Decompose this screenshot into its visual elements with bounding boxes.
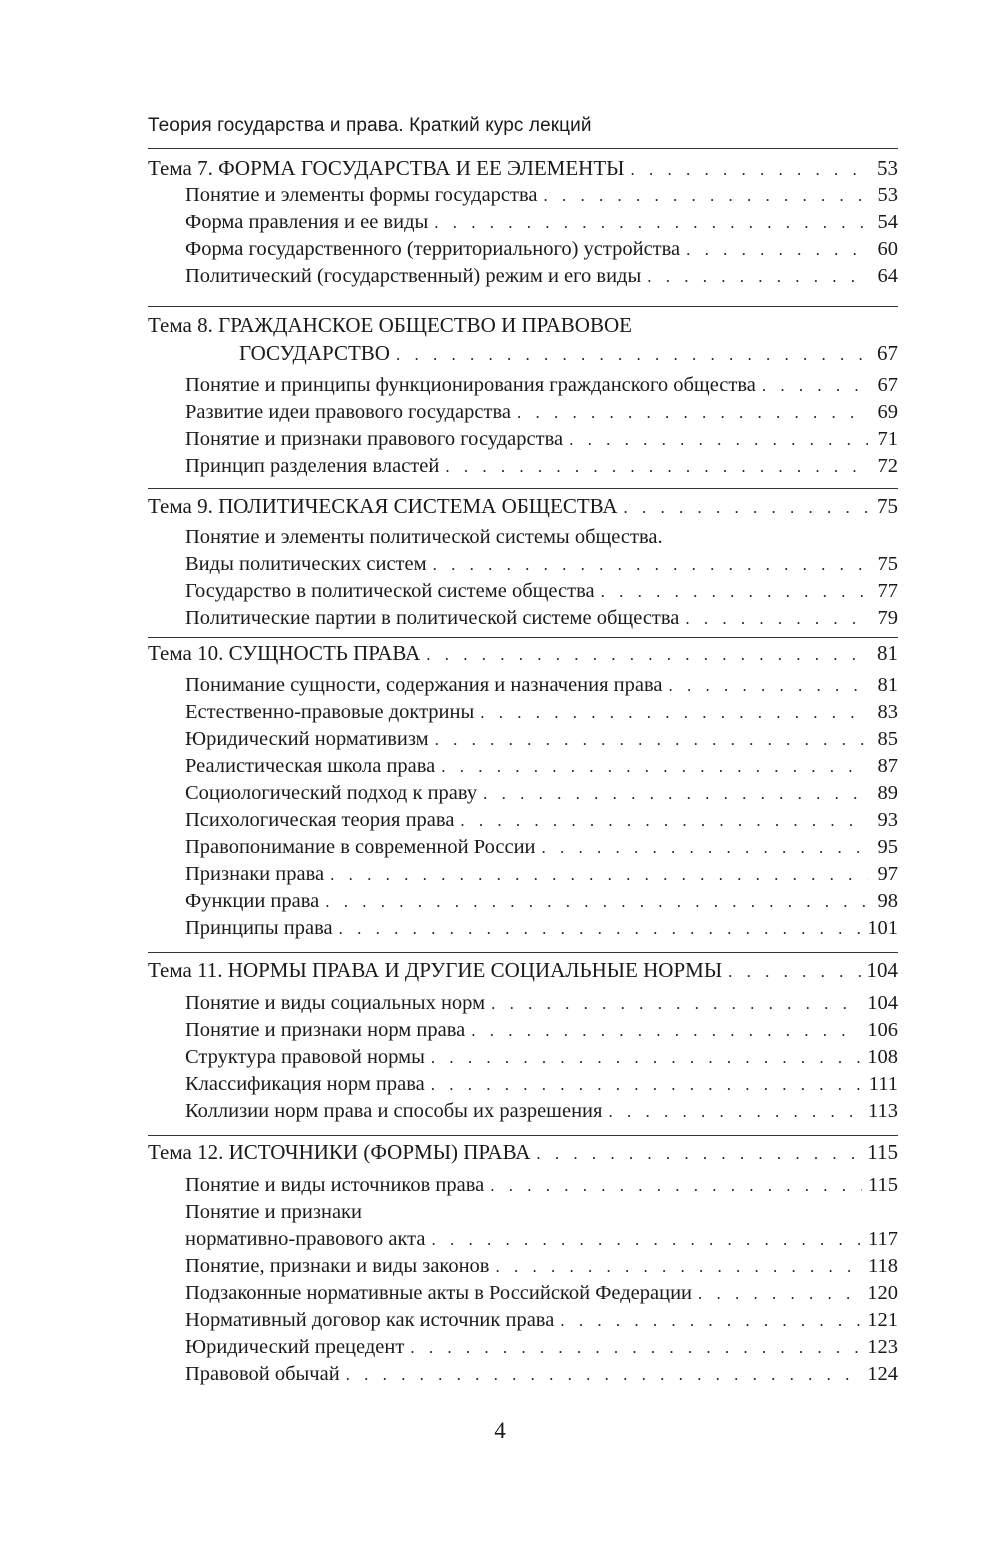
toc-entry[interactable]: Реалистическая школа права . . . 87 (148, 755, 898, 782)
toc-topic-heading[interactable]: Тема 11. НОРМЫ ПРАВА И ДРУГИЕ СОЦИАЛЬНЫЕ НОРМЫ . . . 104 (148, 958, 898, 986)
leader-dots (432, 1230, 863, 1250)
leader-dots (569, 430, 868, 450)
toc-entry[interactable]: Понятие и виды социальных норм . . . 104 (148, 992, 898, 1019)
leader-dots (330, 865, 868, 885)
toc-entry[interactable]: Понятие и принципы функционирования гражданского общества . . . 67 (148, 374, 898, 401)
leader-dots (491, 994, 861, 1014)
toc-topic-9 (148, 494, 898, 634)
leader-dots (445, 457, 868, 477)
section-rule (148, 306, 898, 307)
leader-dots (517, 403, 868, 423)
toc-topic-heading[interactable]: Тема 7. ФОРМА ГОСУДАРСТВА И ЕЕ ЭЛЕМЕНТЫ . . . 53 (148, 156, 898, 184)
toc-entry[interactable]: Политические партии в политической системе общества . . . 79 (148, 607, 898, 634)
toc-topic-8 (148, 313, 898, 482)
toc-entry[interactable]: Развитие идеи правового государства . . . 69 (148, 401, 898, 428)
leader-dots (601, 582, 868, 602)
toc-topic-10 (148, 641, 898, 944)
leader-dots (544, 186, 869, 206)
leader-dots (431, 1048, 861, 1068)
leader-dots (435, 730, 868, 750)
toc-entry[interactable]: Принципы права . . . 101 (148, 917, 898, 944)
toc-entry[interactable]: Функции права . . . 98 (148, 890, 898, 917)
toc-entry[interactable]: Правовой обычай . . . 124 (148, 1363, 898, 1390)
leader-dots (433, 555, 868, 575)
leader-dots (460, 811, 868, 831)
toc-entry[interactable]: Структура правовой нормы . . . 108 (148, 1046, 898, 1073)
toc-entry[interactable]: Понятие и признаки правового государства . . . 71 (148, 428, 898, 455)
leader-dots (698, 1284, 861, 1304)
section-rule (148, 637, 898, 638)
leader-dots (325, 892, 868, 912)
leader-dots (686, 240, 868, 260)
leader-dots (669, 676, 868, 696)
leader-dots (685, 609, 868, 629)
leader-dots (339, 919, 862, 939)
toc-entry[interactable]: Понятие и виды источников права . . . 115 (148, 1174, 898, 1201)
leader-dots (542, 838, 868, 858)
leader-dots (536, 1144, 861, 1164)
toc-topic-7 (148, 156, 898, 292)
toc-entry[interactable]: Естественно-правовые доктрины . . . 83 (148, 701, 898, 728)
toc-entry[interactable]: Психологическая теория права . . . 93 (148, 809, 898, 836)
section-rule (148, 1135, 898, 1136)
leader-dots (480, 703, 868, 723)
toc-entry[interactable]: Юридический нормативизм . . . 85 (148, 728, 898, 755)
toc-topic-heading-line1[interactable]: Тема 8. ГРАЖДАНСКОЕ ОБЩЕСТВО И ПРАВОВОЕ (148, 313, 632, 337)
toc-entry[interactable]: Понятие и элементы формы государства . . . 53 (148, 184, 898, 211)
toc-topic-11 (148, 958, 898, 1127)
toc-entry[interactable]: Государство в политической системе общества . . . 77 (148, 580, 898, 607)
toc-entry[interactable]: Юридический прецедент . . . 123 (148, 1336, 898, 1363)
leader-dots (431, 1075, 863, 1095)
leader-dots (728, 962, 860, 982)
page-number: 4 (494, 1418, 506, 1443)
toc-entry-line2[interactable]: Виды политических систем . . . 75 (148, 553, 898, 580)
header-rule (148, 148, 898, 149)
toc-entry-line1[interactable]: Понятие и признаки (185, 1201, 362, 1223)
toc-entry[interactable]: Социологический подход к праву . . . 89 (148, 782, 898, 809)
toc-entry[interactable]: Понимание сущности, содержания и назначения права . . . 81 (148, 674, 898, 701)
toc-entry[interactable]: Признаки права . . . 97 (148, 863, 898, 890)
leader-dots (441, 757, 868, 777)
leader-dots (426, 645, 868, 665)
leader-dots (496, 1257, 863, 1277)
leader-dots (630, 160, 868, 180)
leader-dots (624, 498, 868, 518)
leader-dots (410, 1338, 861, 1358)
toc-topic-heading-line2[interactable]: ГОСУДАРСТВО . . . 67 (148, 341, 898, 369)
toc-entry[interactable]: Политический (государственный) режим и его виды . . . 64 (148, 265, 898, 292)
toc-entry[interactable]: Принцип разделения властей . . . 72 (148, 455, 898, 482)
toc-entry[interactable]: Коллизии норм права и способы их разрешения . . . 113 (148, 1100, 898, 1127)
toc-entry[interactable]: Классификация норм права . . . 111 (148, 1073, 898, 1100)
section-rule (148, 488, 898, 489)
leader-dots (471, 1021, 861, 1041)
leader-dots (647, 267, 868, 287)
toc-entry[interactable]: Понятие, признаки и виды законов . . . 118 (148, 1255, 898, 1282)
toc-entry[interactable]: Нормативный договор как источник права . . . 121 (148, 1309, 898, 1336)
toc-topic-heading[interactable]: Тема 9. ПОЛИТИЧЕСКАЯ СИСТЕМА ОБЩЕСТВА . . . 75 (148, 494, 898, 522)
toc-topic-heading[interactable]: Тема 10. СУЩНОСТЬ ПРАВА . . . 81 (148, 641, 898, 669)
section-rule (148, 952, 898, 953)
running-head: Теория государства и права. Краткий курс лекций (148, 115, 592, 136)
toc-entry[interactable]: Форма государственного (территориального) устройства . . . 60 (148, 238, 898, 265)
leader-dots (608, 1102, 862, 1122)
toc-entry[interactable]: Правопонимание в современной России . . . 95 (148, 836, 898, 863)
toc-entry-line2[interactable]: нормативно-правового акта . . . 117 (148, 1228, 898, 1255)
leader-dots (560, 1311, 861, 1331)
toc-entry[interactable]: Понятие и признаки норм права . . . 106 (148, 1019, 898, 1046)
toc-topic-12 (148, 1140, 898, 1390)
toc-entry[interactable]: Форма правления и ее виды . . . 54 (148, 211, 898, 238)
leader-dots (490, 1176, 862, 1196)
leader-dots (346, 1365, 862, 1385)
toc-topic-heading[interactable]: Тема 12. ИСТОЧНИКИ (ФОРМЫ) ПРАВА . . . 115 (148, 1140, 898, 1168)
toc-entry-line1[interactable]: Понятие и элементы политической системы общества. (185, 526, 663, 548)
leader-dots (396, 345, 868, 365)
toc-entry[interactable]: Подзаконные нормативные акты в Российской Федерации . . . 120 (148, 1282, 898, 1309)
leader-dots (483, 784, 868, 804)
leader-dots (434, 213, 868, 233)
leader-dots (762, 376, 868, 396)
